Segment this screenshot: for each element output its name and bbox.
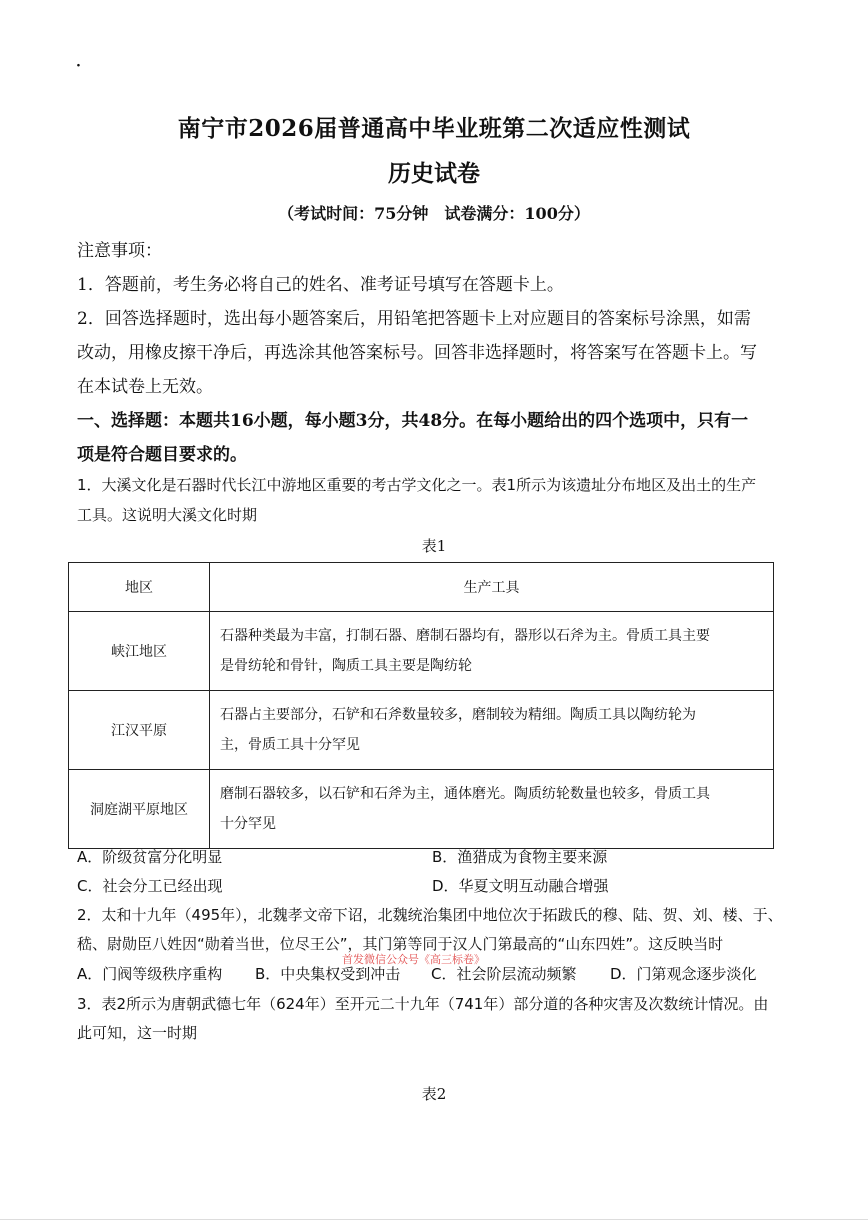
- q1-option-c[interactable]: C．社会分工已经出现: [77, 877, 223, 895]
- q2-option-a[interactable]: A．门阀等级秩序重构: [77, 965, 223, 983]
- table-row: [69, 691, 774, 770]
- table-cell-region: 洞庭湖平原地区: [69, 770, 210, 849]
- tools-line: 主，骨质工具十分罕见: [220, 737, 360, 753]
- table-cell-tools: [210, 691, 774, 770]
- q1-option-d[interactable]: D．华夏文明互动融合增强: [432, 877, 609, 895]
- q2-stem-line-1: 2．太和十九年（495年），北魏孝文帝下诏，北魏统治集团中地位次于拓跋氏的穆、陆、贺、刘、楼、于、: [77, 906, 783, 924]
- table-row: [69, 770, 774, 849]
- q1-stem-line-2: 工具。这说明大溪文化时期: [77, 506, 258, 524]
- table1: [68, 562, 774, 849]
- notice-item-1: 1．答题前，考生务必将自己的姓名、准考证号填写在答题卡上。: [77, 275, 564, 295]
- table-header-region: 地区: [69, 563, 210, 612]
- notice-item-2-line-1: 2．回答选择题时，选出每小题答案后，用铅笔把答题卡上对应题目的答案标号涂黑，如需: [77, 309, 751, 329]
- q2-option-d[interactable]: D．门第观念逐步淡化: [610, 965, 757, 983]
- tools-line: 石器种类最为丰富，打制石器、磨制石器均有，器形以石斧为主。骨质工具主要: [220, 628, 710, 644]
- table-header-tools: 生产工具: [210, 563, 774, 612]
- table1-caption: 表1: [421, 537, 447, 555]
- tools-line: 石器占主要部分，石铲和石斧数量较多，磨制较为精细。陶质工具以陶纺轮为: [220, 707, 696, 723]
- table-cell-tools: [210, 770, 774, 849]
- notice-heading: 注意事项：: [77, 241, 162, 261]
- q1-option-a[interactable]: A．阶级贫富分化明显: [77, 848, 223, 866]
- section1-heading-line-2: 项是符合题目要求的。: [77, 445, 247, 465]
- page-edge-divider: [0, 1219, 868, 1220]
- watermark: 首发微信公众号《高三标卷》: [342, 953, 485, 966]
- table2-caption: 表2: [421, 1085, 447, 1103]
- q2-option-b[interactable]: B．中央集权受到冲击: [255, 965, 401, 983]
- q3-stem-line-2: 此可知，这一时期: [77, 1024, 198, 1042]
- table-row: [69, 612, 774, 691]
- exam-meta: （考试时间：75分钟 试卷满分：100分）: [278, 204, 590, 223]
- table-header-row: [69, 563, 774, 612]
- corner-dot: ·: [76, 58, 81, 74]
- notice-item-2-line-2: 改动，用橡皮擦干净后，再选涂其他答案标号。回答非选择题时，将答案写在答题卡上。写: [77, 343, 757, 363]
- q1-stem-line-1: 1．大溪文化是石器时代长江中游地区重要的考古学文化之一。表1所示为该遗址分布地区及出土的生产: [77, 476, 757, 494]
- q1-option-b[interactable]: B．渔猎成为食物主要来源: [432, 848, 608, 866]
- table-cell-region: 江汉平原: [69, 691, 210, 770]
- exam-subject: 历史试卷: [388, 160, 480, 187]
- q2-stem-line-2: 嵇、尉勋臣八姓因“勋着当世，位尽王公”，其门第等同于汉人门第最高的“山东四姓”。这反映当时: [77, 935, 724, 953]
- notice-item-2-line-3: 在本试卷上无效。: [77, 377, 213, 397]
- exam-title: 南宁市2026届普通高中毕业班第二次适应性测试: [177, 115, 691, 142]
- section1-heading-line-1: 一、选择题：本题共16小题，每小题3分，共48分。在每小题给出的四个选项中，只有一: [77, 411, 749, 431]
- q2-option-c[interactable]: C．社会阶层流动频繁: [431, 965, 577, 983]
- tools-line: 十分罕见: [220, 816, 276, 832]
- table-cell-region: 峡江地区: [69, 612, 210, 691]
- q3-stem-line-1: 3．表2所示为唐朝武德七年（624年）至开元二十九年（741年）部分道的各种灾害及次数统计情况。由: [77, 995, 769, 1013]
- tools-line: 磨制石器较多，以石铲和石斧为主，通体磨光。陶质纺轮数量也较多，骨质工具: [220, 786, 710, 802]
- table-cell-tools: [210, 612, 774, 691]
- tools-line: 是骨纺轮和骨针，陶质工具主要是陶纺轮: [220, 658, 472, 674]
